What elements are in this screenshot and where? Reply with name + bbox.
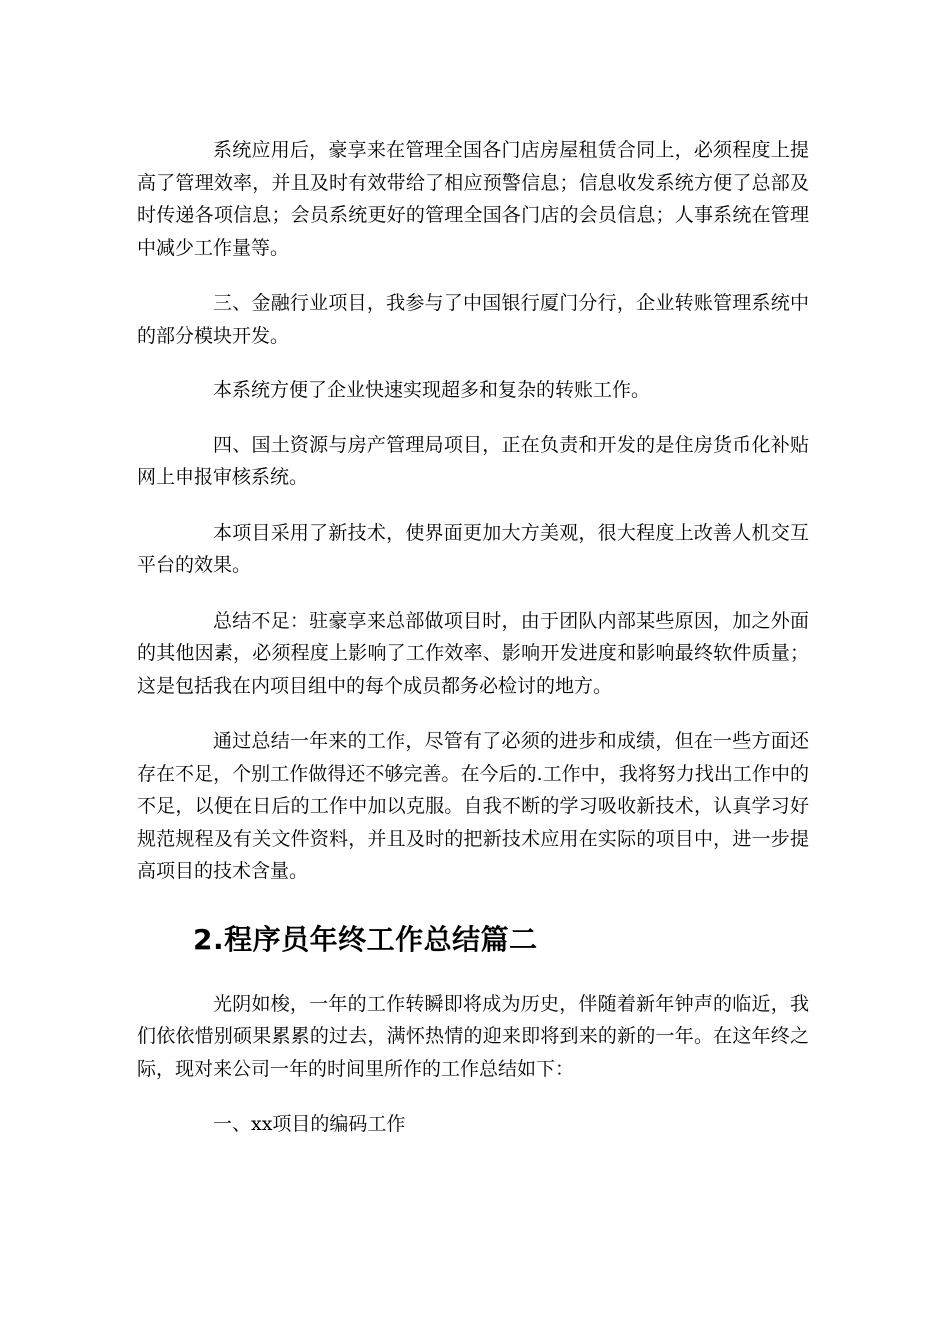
paragraph-finance-project: 三、金融行业项目，我参与了中国银行厦门分行，企业转账管理系统中的部分模块开发。 bbox=[137, 292, 809, 347]
paragraph-finance-benefit: 本系统方便了企业快速实现超多和复杂的转账工作。 bbox=[213, 379, 651, 401]
paragraph-intro: 光阴如梭，一年的工作转瞬即将成为历史，伴随着新年钟声的临近，我们依依惜别硕果累累的过去，满怀热情的迎来即将到来的新的一年。在这年终之际，现对来公司一年的时间里所作的工作总结如下： bbox=[137, 992, 809, 1080]
paragraph-item-one: 一、xx项目的编码工作 bbox=[213, 1113, 406, 1135]
paragraph-land-project: 四、国土资源与房产管理局项目，正在负责和开发的是住房货币化补贴网上申报审核系统。 bbox=[137, 433, 809, 488]
document-page bbox=[137, 134, 809, 1141]
paragraph-system-benefits: 系统应用后，豪享来在管理全国各门店房屋租赁合同上，必须程度上提高了管理效率，并且及时有效带给了相应预警信息；信息收发系统方便了总部及时传递各项信息；会员系统更好的管理全国各门店的会员信息；人事系统在管理中减少工作量等。 bbox=[137, 139, 809, 259]
paragraph-summary: 通过总结一年来的工作，尽管有了必须的进步和成绩，但在一些方面还存在不足，个别工作做得还不够完善。在今后的.工作中，我将努力找出工作中的不足，以便在日后的工作中加以克服。自我不断的学习吸收新技术，认真学习好规范规程及有关文件资料，并且及时的把新技术应用在实际的项目中，进一步提高项目的技术含量。 bbox=[137, 730, 809, 882]
paragraph-new-tech: 本项目采用了新技术，使界面更加大方美观，很大程度上改善人机交互平台的效果。 bbox=[137, 521, 809, 576]
section-heading: 2.程序员年终工作总结篇二 bbox=[193, 922, 538, 956]
paragraph-shortcomings: 总结不足：驻豪享来总部做项目时，由于团队内部某些原因，加之外面的其他因素，必须程度上影响了工作效率、影响开发进度和影响最终软件质量；这是包括我在内项目组中的每个成员都务必检讨的地方。 bbox=[137, 609, 809, 697]
